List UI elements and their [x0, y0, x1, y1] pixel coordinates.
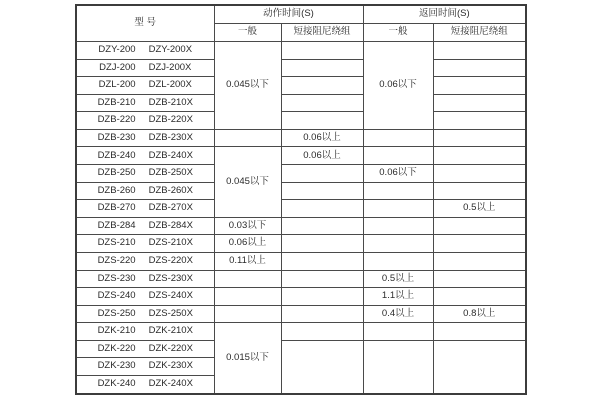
model-cell	[76, 112, 214, 130]
return-damping-cell	[433, 77, 526, 95]
model-cell	[76, 375, 214, 394]
return-damping-cell	[433, 165, 526, 183]
model-name-x: DZY-200X	[148, 44, 193, 56]
action-damping-cell	[281, 288, 363, 306]
action-damping-cell	[281, 200, 363, 218]
header-action-damping: 短接阻尼绕组	[281, 24, 363, 42]
table-row	[76, 217, 526, 235]
model-name: DZK-210	[97, 325, 136, 337]
table-row	[76, 147, 526, 165]
model-name-x: DZB-240X	[148, 149, 193, 161]
model-name-x: DZB-270X	[148, 202, 193, 214]
action-damping-cell	[281, 252, 363, 270]
action-general-cell: 0.06以上	[214, 235, 281, 253]
action-damping-cell	[281, 182, 363, 200]
table-row	[76, 77, 526, 95]
action-damping-cell	[281, 77, 363, 95]
table-row	[76, 42, 526, 60]
model-name-x: DZK-220X	[148, 342, 193, 354]
model-name: DZB-210	[97, 96, 136, 108]
model-cell	[76, 94, 214, 112]
model-name-x: DZL-200X	[148, 79, 192, 91]
return-damping-cell	[433, 147, 526, 165]
action-damping-cell: 0.06以上	[281, 129, 363, 147]
model-name: DZB-270	[97, 202, 136, 214]
action-general-cell	[214, 305, 281, 323]
model-name: DZS-240	[97, 290, 136, 302]
return-damping-cell	[433, 112, 526, 130]
model-name: DZB-284	[97, 219, 136, 231]
return-general-cell	[363, 235, 433, 253]
model-cell	[76, 147, 214, 165]
model-name-x: DZS-230X	[148, 272, 193, 284]
return-general-cell: 0.06以下	[363, 42, 433, 130]
return-damping-cell	[433, 59, 526, 77]
model-name: DZY-200	[98, 44, 136, 56]
return-general-cell	[363, 323, 433, 341]
model-name-x: DZS-220X	[148, 255, 193, 266]
return-general-cell	[363, 340, 433, 394]
return-damping-cell	[433, 129, 526, 147]
action-general-cell: 0.11以上	[214, 252, 281, 270]
return-damping-cell	[433, 235, 526, 253]
return-damping-cell	[433, 217, 526, 235]
action-damping-cell	[281, 59, 363, 77]
model-name-x: DZK-240X	[148, 378, 193, 390]
model-name-x: DZB-210X	[148, 96, 193, 108]
model-cell	[76, 358, 214, 376]
model-cell	[76, 217, 214, 235]
action-general-cell: 0.045以下	[214, 42, 281, 130]
model-name-x: DZS-250X	[148, 307, 193, 319]
header-return-time: 返回时间(S)	[363, 5, 526, 24]
table-row	[76, 129, 526, 147]
model-name: DZB-240	[97, 149, 136, 161]
action-general-cell	[214, 288, 281, 306]
action-damping-cell	[281, 323, 363, 341]
action-general-cell	[214, 129, 281, 147]
table-row	[76, 323, 526, 341]
return-general-cell: 0.5以上	[363, 270, 433, 288]
header-action-time: 动作时间(S)	[214, 5, 363, 24]
model-cell	[76, 252, 214, 270]
model-name: DZJ-200	[99, 61, 136, 73]
return-damping-cell: 0.8以上	[433, 305, 526, 323]
table-row	[76, 200, 526, 218]
table-row	[76, 182, 526, 200]
model-name-x: DZS-210X	[148, 237, 193, 249]
model-name-x: DZB-260X	[148, 184, 193, 196]
action-general-cell: 0.045以下	[214, 147, 281, 217]
return-general-cell	[363, 129, 433, 147]
table-row	[76, 165, 526, 183]
model-cell	[76, 77, 214, 95]
action-general-cell	[214, 270, 281, 288]
model-name-x: DZB-220X	[148, 114, 193, 126]
action-damping-cell	[281, 270, 363, 288]
return-damping-cell	[433, 270, 526, 288]
table-row	[76, 59, 526, 77]
return-general-cell	[363, 200, 433, 218]
model-name: DZS-250	[97, 307, 136, 319]
return-damping-cell	[433, 252, 526, 270]
return-general-cell	[363, 217, 433, 235]
model-cell	[76, 288, 214, 306]
model-cell	[76, 340, 214, 358]
model-name: DZB-260	[97, 184, 136, 196]
table-row	[76, 112, 526, 130]
return-general-cell	[363, 252, 433, 270]
header-return-damping: 短接阻尼绕组	[433, 24, 526, 42]
table-row	[76, 340, 526, 358]
return-damping-cell	[433, 323, 526, 341]
model-name-x: DZB-230X	[148, 131, 193, 143]
return-general-cell	[363, 182, 433, 200]
action-damping-cell	[281, 340, 363, 394]
return-damping-cell	[433, 340, 526, 394]
model-name: DZK-220	[97, 342, 136, 354]
model-name-x: DZK-230X	[148, 360, 193, 372]
action-damping-cell	[281, 235, 363, 253]
return-damping-cell	[433, 94, 526, 112]
return-damping-cell	[433, 288, 526, 306]
action-damping-cell	[281, 165, 363, 183]
model-cell	[76, 129, 214, 147]
return-general-cell: 0.06以下	[363, 165, 433, 183]
model-name: DZB-220	[97, 114, 136, 126]
action-general-cell: 0.015以下	[214, 323, 281, 394]
model-name: DZB-250	[97, 167, 136, 179]
model-name-x: DZS-240X	[148, 290, 193, 302]
header-row-groups	[76, 5, 526, 24]
model-name-x: DZK-210X	[148, 325, 193, 337]
model-cell	[76, 270, 214, 288]
model-cell	[76, 305, 214, 323]
model-name: DZK-240	[97, 378, 136, 390]
header-return-general: 一般	[363, 24, 433, 42]
action-damping-cell	[281, 112, 363, 130]
action-damping-cell	[281, 217, 363, 235]
return-general-cell	[363, 147, 433, 165]
return-damping-cell: 0.5以上	[433, 200, 526, 218]
action-general-cell: 0.03以下	[214, 217, 281, 235]
model-cell	[76, 59, 214, 77]
model-name: DZS-220	[97, 255, 136, 266]
return-general-cell: 0.4以上	[363, 305, 433, 323]
model-cell	[76, 165, 214, 183]
header-action-general: 一般	[214, 24, 281, 42]
action-damping-cell: 0.06以上	[281, 147, 363, 165]
relay-spec-table	[75, 4, 527, 395]
model-name: DZS-230	[97, 272, 136, 284]
model-cell	[76, 200, 214, 218]
return-damping-cell	[433, 42, 526, 60]
model-name: DZB-230	[97, 131, 136, 143]
model-name: DZK-230	[97, 360, 136, 372]
model-name: DZL-200	[98, 79, 136, 91]
model-name-x: DZJ-200X	[148, 61, 192, 73]
model-cell	[76, 323, 214, 341]
model-cell	[76, 42, 214, 60]
header-model: 型 号	[76, 5, 214, 42]
model-name-x: DZB-250X	[148, 167, 193, 179]
action-damping-cell	[281, 94, 363, 112]
table-row	[76, 270, 526, 288]
return-general-cell: 1.1以上	[363, 288, 433, 306]
spec-table-container	[75, 4, 527, 395]
action-damping-cell	[281, 42, 363, 60]
model-cell	[76, 182, 214, 200]
table-row	[76, 305, 526, 323]
table-row	[76, 252, 526, 270]
return-damping-cell	[433, 182, 526, 200]
action-damping-cell	[281, 305, 363, 323]
model-name: DZS-210	[97, 237, 136, 249]
model-cell	[76, 235, 214, 253]
table-row	[76, 288, 526, 306]
table-row	[76, 235, 526, 253]
model-name-x: DZB-284X	[148, 219, 193, 231]
table-row	[76, 94, 526, 112]
